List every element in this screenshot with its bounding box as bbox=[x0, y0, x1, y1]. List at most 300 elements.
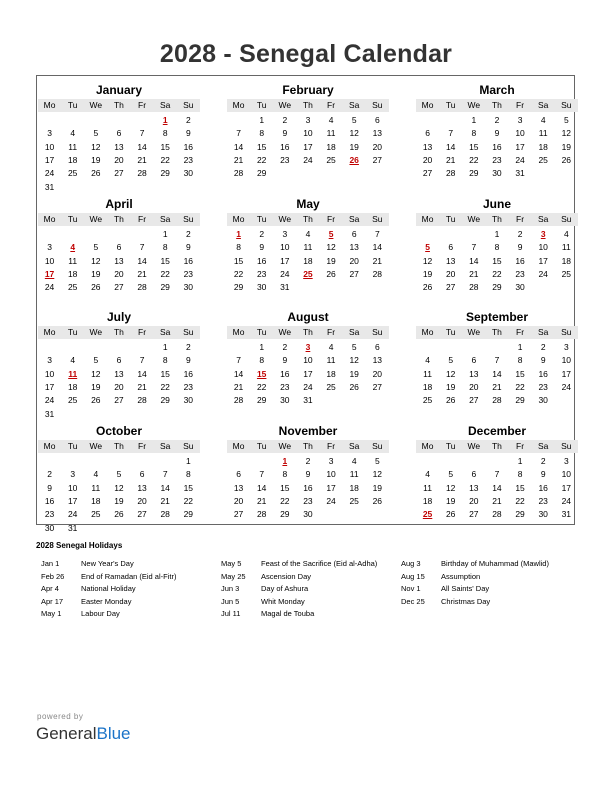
week-row bbox=[416, 354, 578, 367]
empty-day-cell bbox=[107, 114, 130, 127]
day-cell: 3 bbox=[563, 456, 569, 466]
day-cell: 10 bbox=[326, 469, 336, 480]
day-cell: 26 bbox=[445, 509, 456, 520]
empty-day-cell bbox=[296, 281, 319, 294]
weekday-label: Tu bbox=[445, 327, 456, 337]
weekday-label: Tu bbox=[67, 441, 78, 451]
day-cell: 19 bbox=[91, 154, 101, 165]
month-name: November bbox=[278, 424, 338, 438]
weekday-label: Tu bbox=[445, 214, 456, 224]
day-cell: 9 bbox=[305, 469, 311, 480]
day-cell: 21 bbox=[160, 495, 170, 506]
weekday-label: Su bbox=[183, 441, 194, 451]
week-row bbox=[38, 381, 200, 394]
day-cell: 21 bbox=[492, 495, 502, 506]
weekday-label: Su bbox=[183, 327, 194, 337]
empty-day-cell bbox=[154, 181, 177, 194]
weekday-label: Th bbox=[302, 214, 313, 224]
day-cell: 10 bbox=[538, 242, 548, 253]
holiday-day: 5 bbox=[425, 242, 430, 253]
week-row bbox=[227, 255, 389, 268]
empty-day-cell bbox=[462, 228, 485, 241]
day-cell: 5 bbox=[93, 355, 99, 366]
weekday-label: Sa bbox=[159, 441, 171, 451]
day-cell: 10 bbox=[303, 128, 313, 139]
empty-day-cell bbox=[227, 455, 250, 468]
day-cell: 15 bbox=[256, 141, 267, 152]
day-cell: 30 bbox=[183, 282, 194, 293]
day-cell: 9 bbox=[47, 482, 52, 493]
weekday-label: Tu bbox=[256, 100, 267, 110]
day-cell: 28 bbox=[492, 395, 502, 406]
day-cell: 2 bbox=[282, 342, 288, 352]
day-cell: 5 bbox=[351, 115, 357, 125]
holiday-day: 1 bbox=[162, 115, 168, 125]
day-cell: 2 bbox=[540, 342, 546, 352]
day-cell: 1 bbox=[259, 342, 265, 352]
day-cell: 26 bbox=[91, 395, 101, 406]
week-row bbox=[416, 381, 578, 394]
day-cell: 26 bbox=[326, 268, 336, 279]
day-cell: 4 bbox=[540, 115, 546, 125]
day-cell: 1 bbox=[162, 342, 168, 352]
holiday-column bbox=[41, 558, 176, 621]
empty-day-cell bbox=[177, 522, 200, 535]
weekday-label: Mo bbox=[421, 441, 434, 451]
holiday-item bbox=[41, 583, 176, 596]
day-cell: 11 bbox=[68, 141, 78, 152]
day-cell: 26 bbox=[445, 395, 456, 406]
empty-day-cell bbox=[439, 114, 462, 127]
day-cell: 26 bbox=[114, 509, 124, 520]
holiday-day: 4 bbox=[70, 242, 76, 253]
day-cell: 13 bbox=[372, 355, 383, 366]
week-row bbox=[416, 241, 578, 254]
day-cell: 19 bbox=[445, 495, 456, 506]
day-cell: 4 bbox=[563, 229, 569, 239]
holiday-item bbox=[221, 583, 377, 596]
weekday-label: Fr bbox=[516, 100, 525, 110]
holiday-name: Christmas Day bbox=[441, 596, 491, 606]
holiday-name: New Year's Day bbox=[81, 559, 134, 568]
day-cell: 14 bbox=[492, 482, 502, 493]
day-cell: 23 bbox=[183, 154, 194, 165]
day-cell: 20 bbox=[422, 154, 433, 165]
day-cell: 6 bbox=[471, 469, 477, 480]
week-row bbox=[38, 455, 200, 468]
weekday-header bbox=[227, 213, 389, 226]
day-cell: 28 bbox=[233, 395, 244, 406]
day-cell: 23 bbox=[280, 154, 290, 165]
empty-day-cell bbox=[366, 394, 389, 407]
weekday-label: Su bbox=[372, 214, 383, 224]
empty-day-cell bbox=[131, 181, 154, 194]
weekday-label: Su bbox=[561, 441, 572, 451]
month-name: January bbox=[95, 83, 143, 97]
day-cell: 14 bbox=[469, 255, 479, 266]
day-cell: 15 bbox=[515, 482, 525, 493]
day-cell: 21 bbox=[469, 268, 479, 279]
week-row bbox=[227, 381, 389, 394]
day-cell: 31 bbox=[44, 408, 55, 419]
week-row bbox=[227, 495, 389, 508]
day-cell: 17 bbox=[561, 368, 572, 379]
day-cell: 18 bbox=[538, 141, 548, 152]
day-cell: 30 bbox=[492, 168, 502, 179]
holiday-item bbox=[401, 596, 549, 609]
holiday-name: Whit Monday bbox=[261, 596, 305, 606]
weekday-label: Tu bbox=[256, 327, 267, 337]
week-row bbox=[227, 341, 389, 354]
day-cell: 15 bbox=[492, 255, 502, 266]
day-cell: 7 bbox=[139, 355, 145, 366]
day-cell: 4 bbox=[93, 469, 99, 480]
day-cell: 17 bbox=[303, 141, 313, 152]
month-name: December bbox=[467, 424, 527, 438]
day-cell: 19 bbox=[114, 495, 124, 506]
day-cell: 13 bbox=[114, 255, 124, 266]
weekday-label: We bbox=[278, 100, 292, 110]
holiday-item bbox=[41, 596, 176, 609]
holiday-name: Day of Ashura bbox=[261, 584, 309, 593]
day-cell: 2 bbox=[540, 456, 546, 466]
day-cell: 14 bbox=[372, 242, 383, 253]
day-cell: 24 bbox=[561, 495, 572, 506]
day-cell: 2 bbox=[282, 115, 288, 125]
day-cell: 27 bbox=[422, 168, 433, 179]
holiday-day: 1 bbox=[282, 456, 288, 466]
week-row bbox=[227, 508, 389, 521]
day-cell: 6 bbox=[471, 355, 477, 366]
holiday-item bbox=[221, 596, 377, 609]
week-row bbox=[227, 482, 389, 495]
day-cell: 31 bbox=[515, 168, 525, 179]
empty-day-cell bbox=[416, 341, 439, 354]
week-row bbox=[227, 114, 389, 127]
day-cell: 30 bbox=[183, 168, 194, 179]
day-cell: 24 bbox=[303, 154, 313, 165]
weekday-label: Fr bbox=[516, 214, 525, 224]
day-cell: 22 bbox=[469, 154, 479, 165]
empty-day-cell bbox=[177, 181, 200, 194]
day-cell: 10 bbox=[44, 368, 55, 379]
day-cell: 14 bbox=[492, 368, 502, 379]
day-cell: 8 bbox=[471, 128, 477, 139]
holiday-name: Assumption bbox=[441, 571, 481, 581]
day-cell: 15 bbox=[280, 482, 290, 493]
week-row bbox=[416, 141, 578, 154]
day-cell: 11 bbox=[326, 355, 336, 366]
page-title: 2028 - Senegal Calendar bbox=[159, 40, 453, 68]
day-cell: 12 bbox=[372, 469, 383, 480]
weekday-label: We bbox=[278, 327, 292, 337]
day-cell: 27 bbox=[372, 381, 383, 392]
day-cell: 31 bbox=[561, 509, 572, 520]
week-row bbox=[38, 522, 200, 535]
day-cell: 29 bbox=[183, 509, 194, 520]
empty-day-cell bbox=[532, 167, 555, 180]
week-row bbox=[416, 508, 578, 521]
empty-day-cell bbox=[177, 408, 200, 421]
day-cell: 28 bbox=[445, 168, 456, 179]
week-row bbox=[227, 354, 389, 367]
day-cell: 4 bbox=[425, 469, 430, 480]
day-cell: 27 bbox=[445, 282, 456, 293]
day-cell: 28 bbox=[233, 168, 244, 179]
day-cell: 25 bbox=[349, 495, 359, 506]
brand-logo[interactable] bbox=[36, 724, 131, 744]
day-cell: 22 bbox=[160, 381, 170, 392]
day-cell: 30 bbox=[256, 282, 267, 293]
holiday-item bbox=[401, 583, 549, 596]
day-cell: 15 bbox=[160, 255, 170, 266]
day-cell: 16 bbox=[183, 368, 194, 379]
empty-day-cell bbox=[555, 167, 578, 180]
weekday-label: Su bbox=[561, 327, 572, 337]
day-cell: 18 bbox=[326, 141, 336, 152]
weekday-label: Fr bbox=[516, 441, 525, 451]
day-cell: 31 bbox=[67, 522, 78, 533]
day-cell: 15 bbox=[515, 368, 525, 379]
empty-day-cell bbox=[84, 455, 107, 468]
day-cell: 2 bbox=[185, 229, 191, 239]
week-row bbox=[416, 394, 578, 407]
month-name: May bbox=[296, 197, 320, 211]
month-name: July bbox=[106, 310, 131, 324]
day-cell: 29 bbox=[160, 282, 170, 293]
day-cell: 16 bbox=[183, 255, 194, 266]
empty-day-cell bbox=[439, 341, 462, 354]
weekday-header bbox=[416, 99, 578, 112]
day-cell: 18 bbox=[326, 368, 336, 379]
week-row bbox=[38, 181, 200, 194]
day-cell: 20 bbox=[372, 368, 383, 379]
weekday-label: Mo bbox=[232, 100, 245, 110]
weekday-header bbox=[227, 440, 389, 453]
empty-day-cell bbox=[84, 181, 107, 194]
day-cell: 8 bbox=[162, 242, 168, 253]
empty-day-cell bbox=[439, 455, 462, 468]
day-cell: 10 bbox=[561, 355, 572, 366]
weekday-label: Su bbox=[561, 214, 572, 224]
day-cell: 4 bbox=[70, 128, 76, 139]
day-cell: 11 bbox=[91, 482, 101, 493]
day-cell: 11 bbox=[349, 469, 359, 480]
empty-day-cell bbox=[61, 181, 84, 194]
holiday-name: Easter Monday bbox=[81, 596, 132, 606]
calendar-frame bbox=[36, 75, 575, 533]
empty-day-cell bbox=[38, 455, 61, 468]
day-cell: 20 bbox=[233, 495, 244, 506]
day-cell: 14 bbox=[137, 368, 147, 379]
weekday-label: Su bbox=[183, 214, 194, 224]
day-cell: 9 bbox=[259, 242, 265, 253]
week-row bbox=[416, 495, 578, 508]
week-row bbox=[416, 268, 578, 281]
day-cell: 28 bbox=[160, 509, 170, 520]
day-cell: 8 bbox=[259, 128, 265, 139]
day-cell: 10 bbox=[44, 255, 55, 266]
weekday-label: Sa bbox=[537, 327, 549, 337]
day-cell: 16 bbox=[44, 495, 55, 506]
empty-day-cell bbox=[84, 228, 107, 241]
day-cell: 8 bbox=[259, 355, 265, 366]
weekday-label: Th bbox=[302, 327, 313, 337]
day-cell: 21 bbox=[137, 268, 147, 279]
weekday-label: We bbox=[89, 214, 103, 224]
day-cell: 6 bbox=[448, 242, 454, 253]
holiday-date: Apr 4 bbox=[41, 584, 59, 593]
weekday-label: We bbox=[89, 100, 103, 110]
weekday-label: Th bbox=[113, 214, 124, 224]
day-cell: 14 bbox=[137, 141, 147, 152]
day-cell: 19 bbox=[91, 381, 101, 392]
day-cell: 24 bbox=[538, 268, 548, 279]
day-cell: 7 bbox=[139, 128, 145, 139]
empty-day-cell bbox=[38, 114, 61, 127]
week-row bbox=[38, 354, 200, 367]
week-row bbox=[416, 167, 578, 180]
day-cell: 24 bbox=[280, 268, 290, 279]
day-cell: 6 bbox=[116, 355, 122, 366]
empty-day-cell bbox=[462, 341, 485, 354]
weekday-header bbox=[38, 326, 200, 339]
day-cell: 12 bbox=[91, 141, 101, 152]
day-cell: 29 bbox=[469, 168, 479, 179]
day-cell: 9 bbox=[185, 242, 191, 253]
weekday-label: Su bbox=[372, 441, 383, 451]
day-cell: 8 bbox=[517, 469, 523, 480]
weekday-label: Mo bbox=[232, 441, 245, 451]
day-cell: 8 bbox=[162, 355, 168, 366]
weekday-label: Th bbox=[491, 441, 502, 451]
day-cell: 11 bbox=[423, 482, 432, 493]
day-cell: 18 bbox=[349, 482, 359, 493]
holiday-date: Jan 1 bbox=[41, 559, 60, 568]
weekday-header bbox=[416, 213, 578, 226]
day-cell: 25 bbox=[422, 395, 433, 406]
holiday-name: End of Ramadan (Eid al-Fitr) bbox=[81, 571, 177, 581]
day-cell: 21 bbox=[137, 381, 147, 392]
day-cell: 20 bbox=[114, 268, 124, 279]
holiday-day: 11 bbox=[68, 368, 78, 379]
day-cell: 22 bbox=[233, 268, 244, 279]
holiday-date: Feb 26 bbox=[41, 571, 65, 581]
month-name: February bbox=[282, 83, 334, 97]
day-cell: 4 bbox=[70, 355, 76, 366]
day-cell: 17 bbox=[538, 255, 548, 266]
day-cell: 19 bbox=[326, 255, 336, 266]
week-row bbox=[38, 482, 200, 495]
empty-day-cell bbox=[38, 341, 61, 354]
day-cell: 8 bbox=[236, 242, 241, 253]
weekday-label: Sa bbox=[537, 100, 549, 110]
day-cell: 13 bbox=[372, 128, 383, 139]
day-cell: 20 bbox=[349, 255, 359, 266]
day-cell: 20 bbox=[469, 495, 479, 506]
empty-day-cell bbox=[107, 522, 130, 535]
day-cell: 18 bbox=[561, 255, 572, 266]
weekday-label: Su bbox=[561, 100, 572, 110]
weekday-label: Mo bbox=[43, 327, 56, 337]
day-cell: 3 bbox=[517, 115, 523, 125]
day-cell: 9 bbox=[282, 355, 288, 366]
weekday-label: Tu bbox=[67, 100, 78, 110]
weekday-label: Mo bbox=[232, 214, 245, 224]
day-cell: 24 bbox=[561, 381, 572, 392]
weekday-label: Tu bbox=[67, 214, 78, 224]
holiday-item bbox=[401, 571, 549, 584]
day-cell: 12 bbox=[114, 482, 124, 493]
day-cell: 10 bbox=[67, 482, 78, 493]
week-row bbox=[416, 368, 578, 381]
empty-day-cell bbox=[84, 408, 107, 421]
day-cell: 13 bbox=[114, 141, 124, 152]
weekday-label: Tu bbox=[256, 214, 267, 224]
holiday-day: 25 bbox=[422, 509, 433, 520]
day-cell: 15 bbox=[183, 482, 194, 493]
day-cell: 29 bbox=[492, 282, 502, 293]
day-cell: 18 bbox=[67, 381, 78, 392]
holiday-date: Jun 3 bbox=[221, 584, 240, 593]
day-cell: 30 bbox=[303, 509, 313, 520]
day-cell: 1 bbox=[494, 229, 500, 239]
day-cell: 13 bbox=[233, 482, 244, 493]
week-row bbox=[416, 114, 578, 127]
day-cell: 1 bbox=[185, 456, 191, 466]
day-cell: 18 bbox=[91, 495, 101, 506]
weekday-label: We bbox=[467, 214, 481, 224]
holiday-name: Labour Day bbox=[81, 609, 120, 618]
weekday-label: Sa bbox=[159, 100, 171, 110]
day-cell: 19 bbox=[445, 381, 456, 392]
week-row bbox=[227, 368, 389, 381]
day-cell: 17 bbox=[280, 255, 290, 266]
holiday-date: Nov 1 bbox=[401, 584, 421, 593]
empty-day-cell bbox=[84, 114, 107, 127]
day-cell: 17 bbox=[515, 141, 525, 152]
day-cell: 3 bbox=[282, 229, 288, 239]
empty-day-cell bbox=[84, 522, 107, 535]
day-cell: 17 bbox=[67, 495, 78, 506]
day-cell: 25 bbox=[326, 154, 336, 165]
day-cell: 5 bbox=[116, 469, 122, 480]
day-cell: 1 bbox=[471, 115, 477, 125]
day-cell: 11 bbox=[538, 128, 548, 139]
day-cell: 28 bbox=[137, 282, 147, 293]
day-cell: 2 bbox=[259, 229, 265, 239]
holiday-item bbox=[41, 608, 176, 621]
day-cell: 21 bbox=[137, 154, 147, 165]
empty-day-cell bbox=[107, 455, 130, 468]
day-cell: 22 bbox=[256, 381, 267, 392]
day-cell: 25 bbox=[538, 154, 548, 165]
weekday-label: Tu bbox=[67, 327, 78, 337]
day-cell: 10 bbox=[303, 355, 313, 366]
day-cell: 24 bbox=[515, 154, 525, 165]
day-cell: 26 bbox=[349, 381, 359, 392]
holiday-column bbox=[401, 558, 549, 608]
day-cell: 28 bbox=[137, 168, 147, 179]
day-cell: 8 bbox=[517, 355, 523, 366]
week-row bbox=[227, 455, 389, 468]
day-cell: 27 bbox=[114, 282, 124, 293]
day-cell: 20 bbox=[372, 141, 383, 152]
day-cell: 6 bbox=[351, 229, 357, 239]
day-cell: 7 bbox=[236, 128, 241, 139]
day-cell: 10 bbox=[44, 141, 55, 152]
empty-day-cell bbox=[154, 408, 177, 421]
